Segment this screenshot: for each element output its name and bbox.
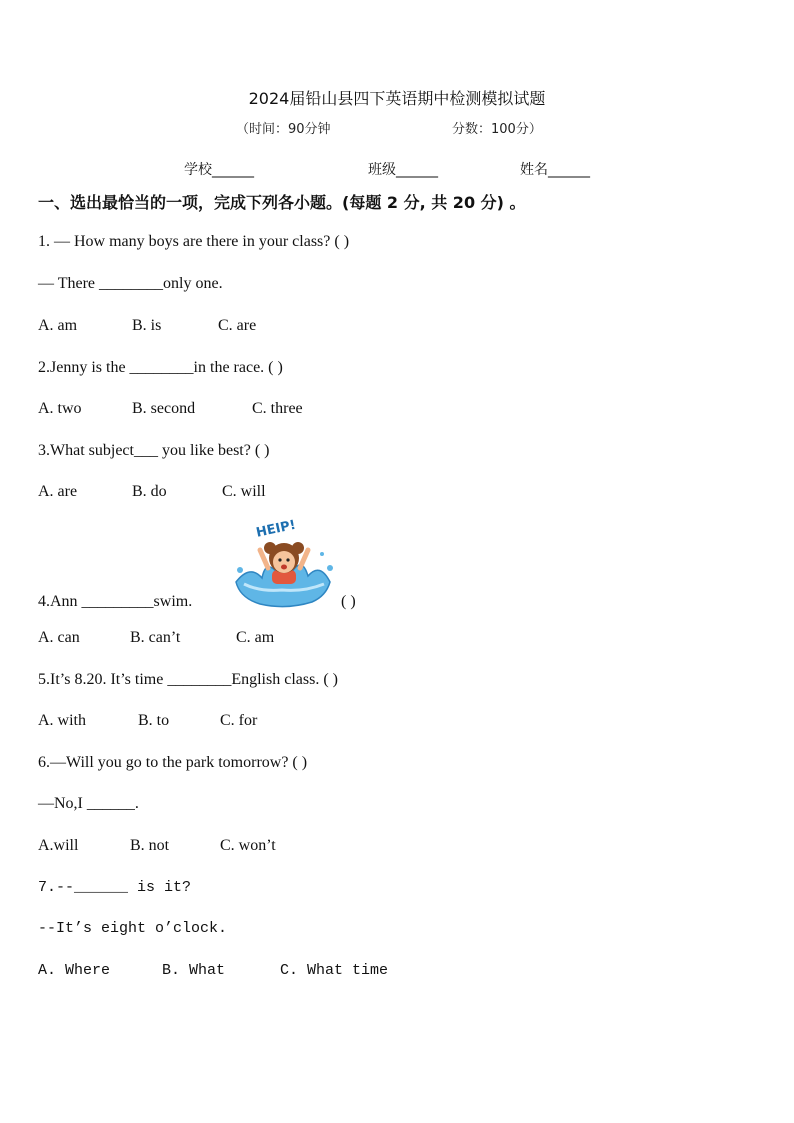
question-7-option-a: A. Where — [38, 962, 111, 979]
drowning-girl-illustration — [230, 512, 338, 610]
question-1: 1. — How many boys are there in your class? ( ) — [38, 233, 350, 250]
question-4-option-b: B. can’t — [130, 629, 181, 646]
question-6-answer-line: —No,I ______. — [38, 795, 139, 812]
question-6-option-b: B. not — [130, 837, 170, 854]
exam-score: 分数：100分） — [452, 122, 542, 137]
question-5-option-b: B. to — [138, 712, 170, 729]
question-5: 5.It’s 8.20. It’s time ________English class. ( ) — [38, 671, 338, 688]
question-4-paren: ( ) — [341, 593, 356, 610]
question-3-option-a: A. are — [38, 483, 78, 500]
question-4: 4.Ann _________swim. — [38, 593, 193, 610]
question-4-option-a: A. can — [38, 629, 80, 646]
question-2-option-c: C. three — [252, 400, 303, 417]
school-field: 学校______ — [184, 162, 254, 178]
question-7-option-c: C. What time — [280, 962, 389, 979]
page-title: 2024届铅山县四下英语期中检测模拟试题 — [248, 89, 546, 108]
question-6-option-a: A.will — [38, 837, 79, 854]
question-6-option-c: C. won’t — [220, 837, 276, 854]
section-heading: 一、选出最恰当的一项，完成下列各小题。(每题 2 分, 共 20 分) 。 — [38, 193, 526, 212]
question-2: 2.Jenny is the ________in the race. ( ) — [38, 359, 283, 376]
question-1-answer-line: — There ________only one. — [38, 275, 223, 292]
exam-time: （时间：90分钟 — [236, 122, 331, 137]
question-7: 7.--______ is it? — [38, 879, 192, 896]
question-7-answer-line: --It’s eight o’clock. — [38, 920, 228, 937]
question-7-option-b: B. What — [162, 962, 226, 979]
question-3-option-b: B. do — [132, 483, 167, 500]
question-1-option-a: A. am — [38, 317, 78, 334]
question-5-option-c: C. for — [220, 712, 258, 729]
question-3: 3.What subject___ you like best? ( ) — [38, 442, 270, 459]
class-field: 班级______ — [368, 162, 438, 178]
question-6: 6.—Will you go to the park tomorrow? ( ) — [38, 754, 308, 771]
name-field: 姓名______ — [520, 162, 590, 178]
question-2-option-a: A. two — [38, 400, 82, 417]
question-2-option-b: B. second — [132, 400, 196, 417]
question-3-option-c: C. will — [222, 483, 266, 500]
help-text: HEIP! — [254, 517, 298, 541]
question-4-option-c: C. am — [236, 629, 275, 646]
question-1-option-b: B. is — [132, 317, 162, 334]
question-5-option-a: A. with — [38, 712, 86, 729]
question-1-option-c: C. are — [218, 317, 257, 334]
